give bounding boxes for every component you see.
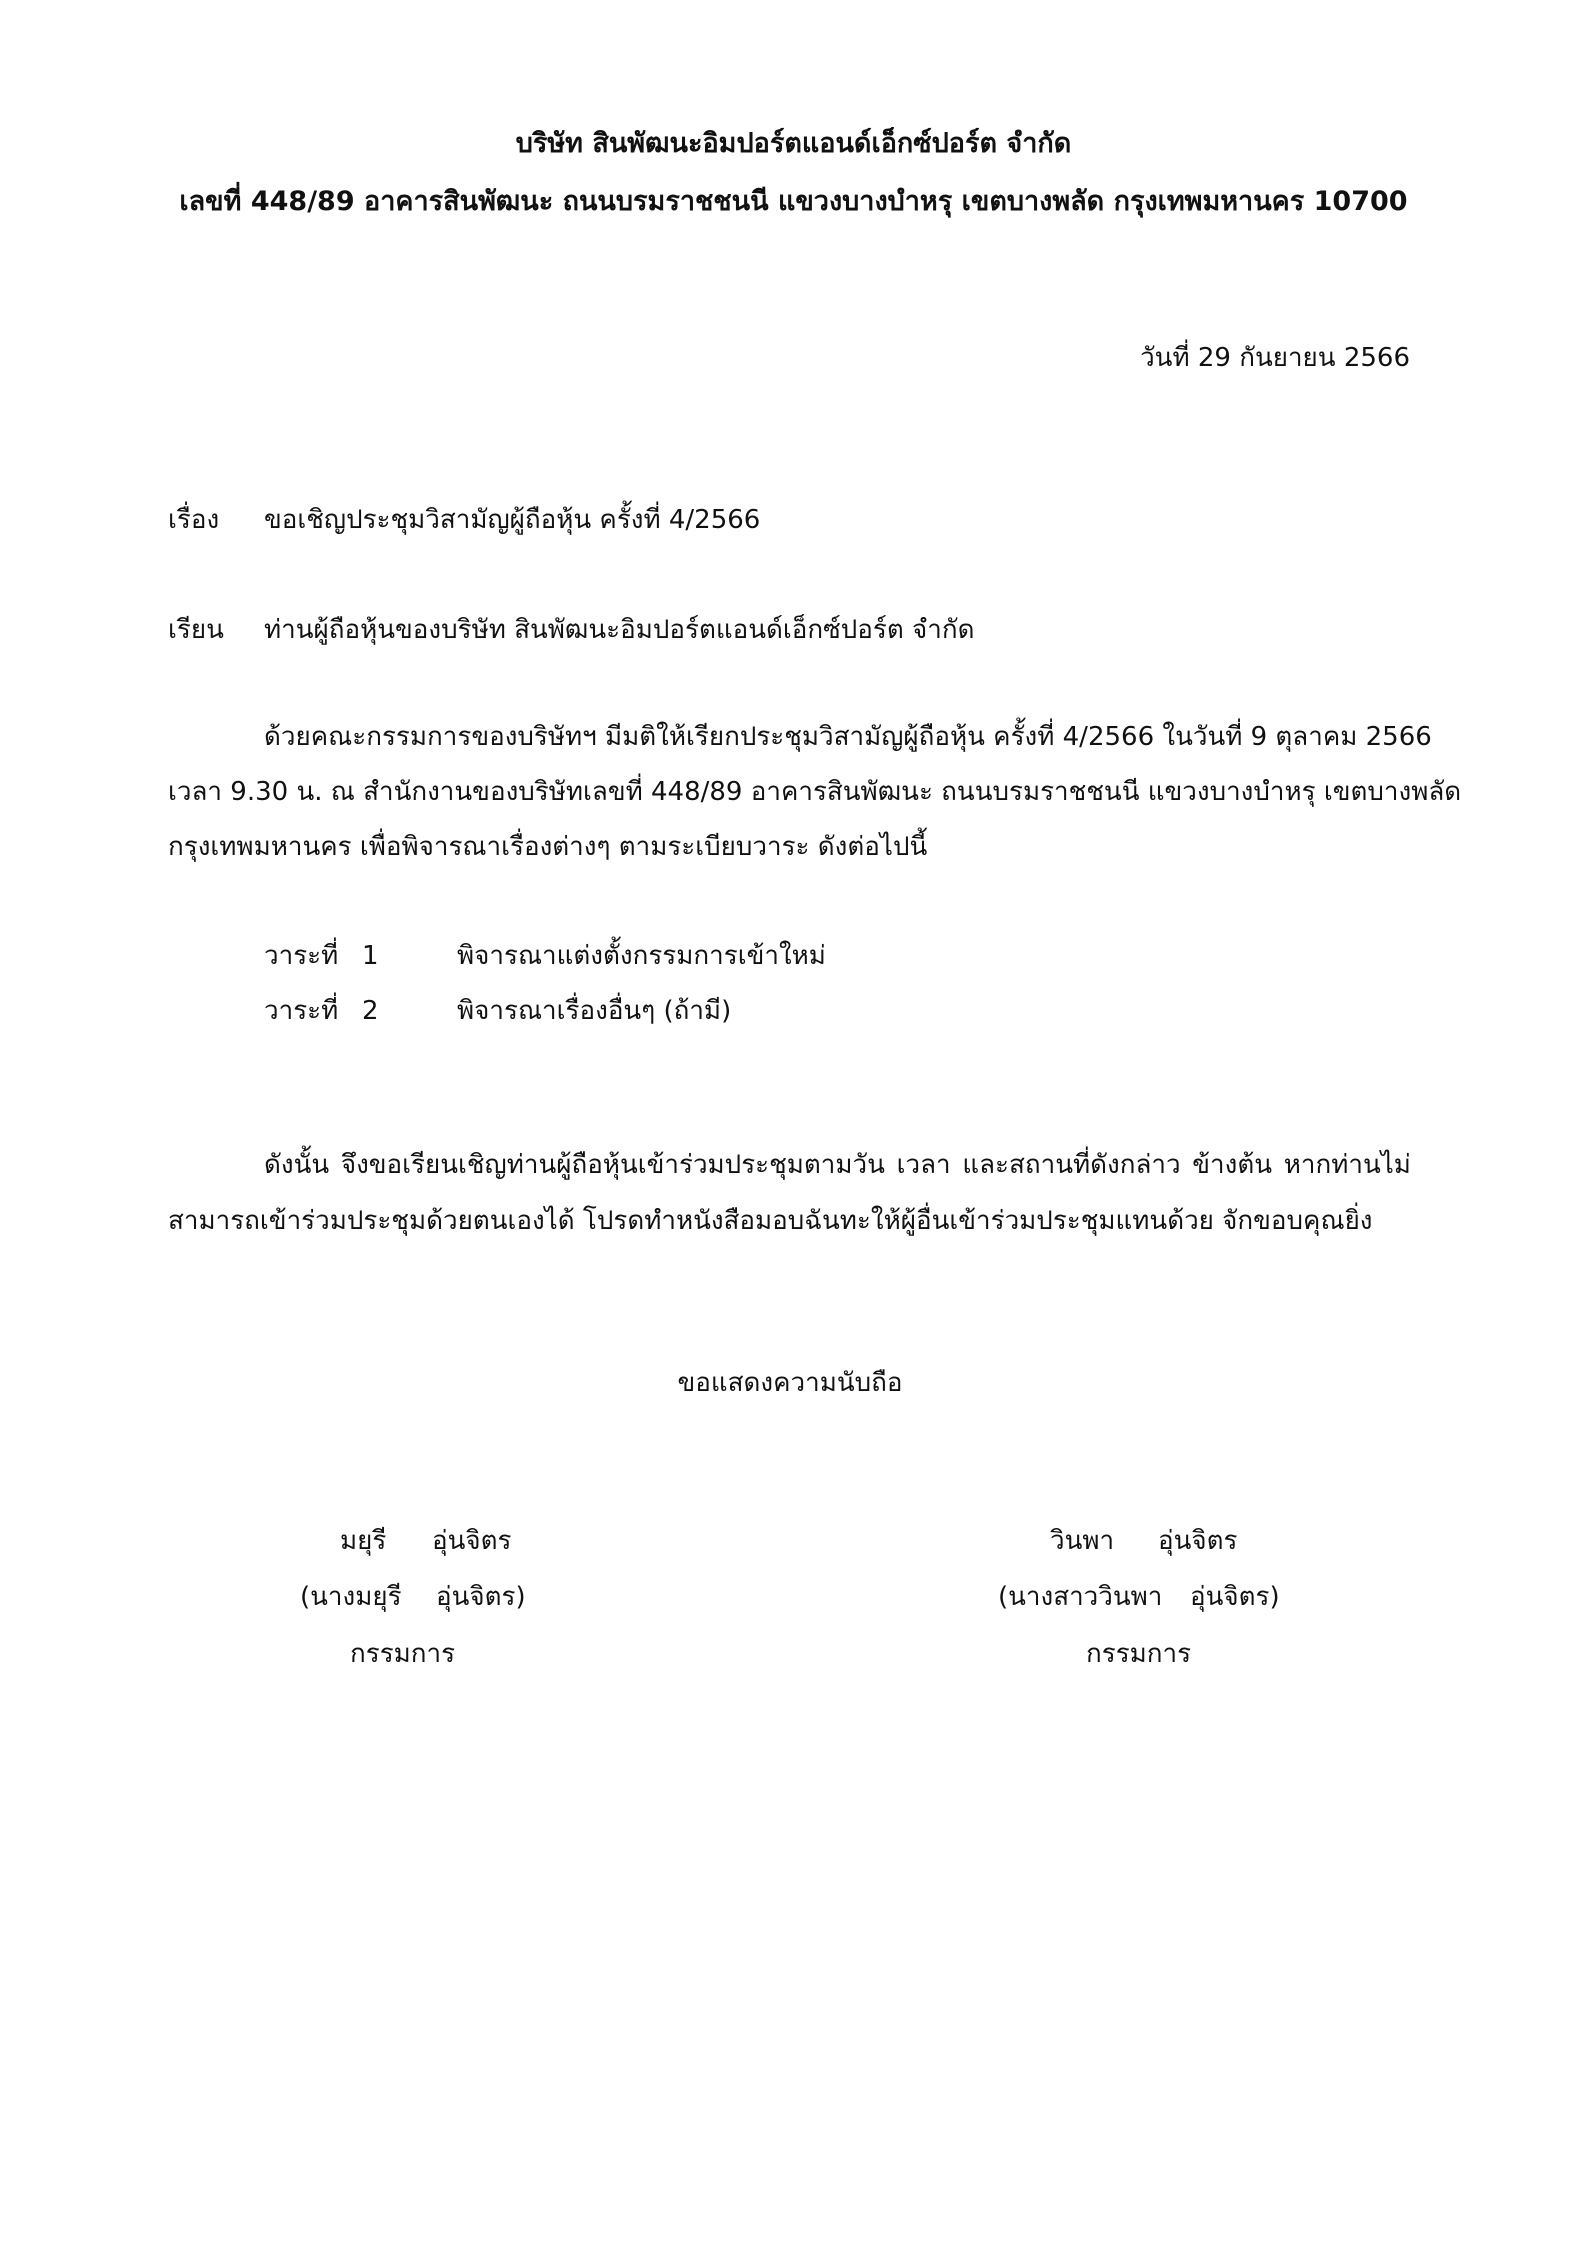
subject-text: ขอเชิญประชุมวิสามัญผู้ถือหุ้น ครั้งที่ 4/2566 xyxy=(264,505,761,535)
agenda-label: วาระที่ xyxy=(264,996,339,1026)
signature-first: มยุรี xyxy=(340,1526,387,1556)
body-line-1: ด้วยคณะกรรมการของบริษัทฯ มีมติให้เรียกประชุมวิสามัญผู้ถือหุ้น ครั้งที่ 4/2566 ในวันที่ 9 ตุลาคม 2566 xyxy=(264,722,1432,752)
closing-word: จึงขอเรียนเชิญท่านผู้ถือหุ้นเข้าร่วมประชุมตามวัน xyxy=(340,1150,885,1180)
recipient-text: ท่านผู้ถือหุ้นของบริษัท สินพัฒนะอิมปอร์ตแอนด์เอ็กซ์ปอร์ต จำกัด xyxy=(264,615,975,645)
signatory-name-last: อุ่นจิตร) xyxy=(436,1582,526,1612)
closing-word: เวลา xyxy=(896,1150,951,1180)
closing-word: ดังนั้น xyxy=(264,1150,330,1180)
company-address: เลขที่ 448/89 อาคารสินพัฒนะ ถนนบรมราชชนนี แขวงบางบำหรุ เขตบางพลัด กรุงเทพมหานคร 10700 xyxy=(179,186,1408,217)
closing-line-2: สามารถเข้าร่วมประชุมด้วยตนเองได้ โปรดทำหนังสือมอบฉันทะให้ผู้อื่นเข้าร่วมประชุมแทนด้วย จักขอบคุณยิ่ง xyxy=(168,1206,1373,1236)
closing-word: หากท่านไม่ xyxy=(1283,1150,1411,1180)
agenda-number: 1 xyxy=(362,941,379,971)
signature-first: วินพา xyxy=(1050,1526,1115,1556)
signature-last: อุ่นจิตร xyxy=(1158,1526,1238,1556)
signatory-title: กรรมการ xyxy=(1086,1639,1192,1669)
signature-last: อุ่นจิตร xyxy=(432,1526,512,1556)
closing-line-1 xyxy=(264,1152,1411,1178)
body-line-3: กรุงเทพมหานคร เพื่อพิจารณาเรื่องต่างๆ ตามระเบียบวาระ ดังต่อไปนี้ xyxy=(168,832,928,862)
closing-word: ข้างต้น xyxy=(1192,1150,1273,1180)
signatory-name-first: (นางมยุรี xyxy=(300,1582,402,1612)
closing-word: และสถานที่ดังกล่าว xyxy=(962,1150,1181,1180)
agenda-number: 2 xyxy=(362,996,379,1026)
signatory-name-last: อุ่นจิตร) xyxy=(1190,1582,1280,1612)
body-line-2: เวลา 9.30 น. ณ สำนักงานของบริษัทเลขที่ 448/89 อาคารสินพัฒนะ ถนนบรมราชชนนี แขวงบางบำหรุ เขตบางพลัด xyxy=(168,777,1462,807)
agenda-text: พิจารณาแต่งตั้งกรรมการเข้าใหม่ xyxy=(457,941,826,971)
agenda-text: พิจารณาเรื่องอื่นๆ (ถ้ามี) xyxy=(457,996,732,1026)
agenda-label: วาระที่ xyxy=(264,941,339,971)
signatory-title: กรรมการ xyxy=(350,1639,456,1669)
company-name: บริษัท สินพัฒนะอิมปอร์ตแอนด์เอ็กซ์ปอร์ต จำกัด xyxy=(515,128,1072,159)
subject-label: เรื่อง xyxy=(168,505,220,535)
recipient-label: เรียน xyxy=(168,615,224,645)
regards: ขอแสดงความนับถือ xyxy=(677,1368,903,1398)
letter-date: วันที่ 29 กันยายน 2566 xyxy=(1140,343,1410,373)
signatory-name-first: (นางสาววินพา xyxy=(998,1582,1163,1612)
